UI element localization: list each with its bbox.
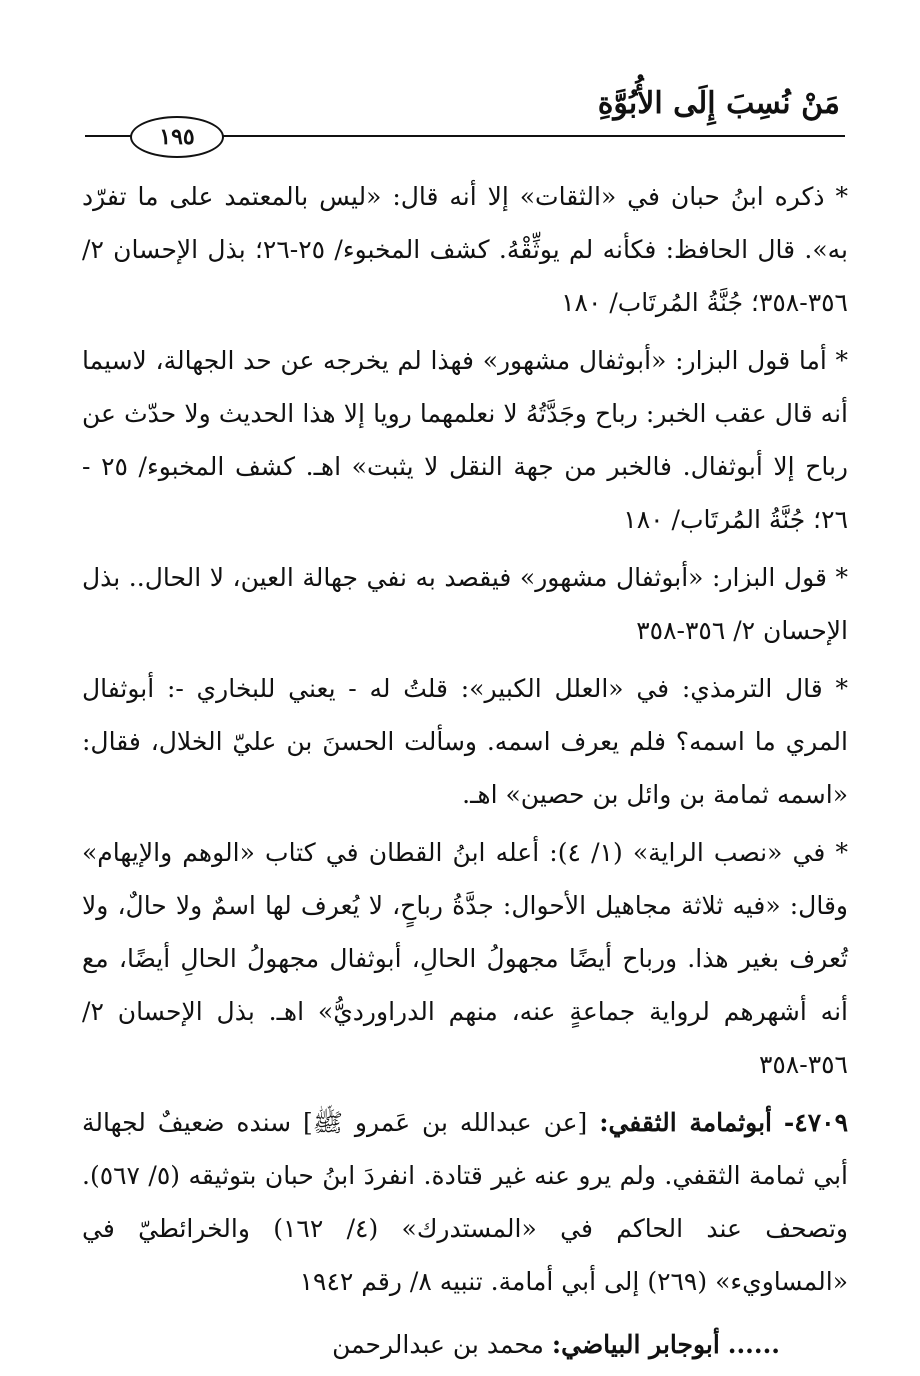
see-also-line	[82, 1318, 848, 1371]
entry-4709	[82, 1096, 848, 1308]
entry-name: أبوثمامة الثقفي:	[599, 1108, 772, 1137]
running-title: مَنْ نُسِبَ إِلَى الأُبُوَّةِ	[597, 86, 840, 121]
paragraph-5: * في «نصب الراية» (١/ ٤): أعله ابنُ القطان في كتاب «الوهم والإيهام» وقال: «فيه ثلاثة مجاهيل الأحوال: جدَّةُ رباحٍ، لا يُعرف لها اسمٌ ولا حالٌ، ولا تُعرف بغير هذا. ورباح أيضًا مجهولُ الحالِ، أبوثفال مجهولُ الحالِ أيضًا، مع أنه أشهرهم لرواية جماعةٍ عنه، منهم الدراورديُّ» اهـ. بذل الإحسان ٢/ ٣٥٦-٣٥٨	[82, 838, 848, 1079]
paragraph-4: * قال الترمذي: في «العلل الكبير»: قلتُ له - يعني للبخاري -: أبوثفال المري ما اسمه؟ فلم يعرف اسمه. وسألت الحسنَ بن عليّ الخلال، فقال: «اسمه ثمامة بن وائل بن حصين» اهـ.	[82, 674, 848, 809]
page-number: ١٩٥	[130, 116, 224, 158]
see-also-name: أبوجابر البياضي:	[551, 1330, 720, 1359]
see-also-ref: محمد بن عبدالرحمن	[332, 1330, 544, 1359]
leader-dots: ......	[727, 1330, 780, 1359]
entry-text: [عن عبدالله بن عَمرو ﷺ] سنده ضعيفٌ لجهالة أبي ثمامة الثقفي. ولم يرو عنه غير قتادة. انفردَ ابنُ حبان بتوثيقه (٥/ ٥٦٧). وتصحف عند الحاكم في «المستدرك» (٤/ ١٦٢) والخرائطيّ في «المساويء» (٢٦٩) إلى أبي أمامة. تنبيه ٨/ رقم ١٩٤٢	[82, 1108, 849, 1296]
paragraph-2: * أما قول البزار: «أبوثفال مشهور» فهذا لم يخرجه عن حد الجهالة، لاسيما أنه قال عقب الخبر: رباح وجَدَّتُهُ لا نعلمهما رويا إلا هذا الحديث ولا حدّث عن رباح إلا أبوثفال. فالخبر من جهة النقل لا يثبت» اهـ. كشف المخبوء/ ٢٥ - ٢٦؛ جُنَّةُ المُرتَاب/ ١٨٠	[82, 346, 848, 534]
entry-number: ٤٧٠٩-	[783, 1108, 848, 1137]
paragraph-3: * قول البزار: «أبوثفال مشهور» فيقصد به نفي جهالة العين، لا الحال.. بذل الإحسان ٢/ ٣٥٦-٣٥٨	[82, 563, 848, 645]
paragraph-1: * ذكره ابنُ حبان في «الثقات» إلا أنه قال: «ليس بالمعتمد على ما تفرّد به». قال الحافظ: فكأنه لم يوثِّقْهُ. كشف المخبوء/ ٢٥-٢٦؛ بذل الإحسان ٢/ ٣٥٦-٣٥٨؛ جُنَّةُ المُرتَاب/ ١٨٠	[82, 182, 848, 317]
page-body	[82, 170, 848, 1376]
